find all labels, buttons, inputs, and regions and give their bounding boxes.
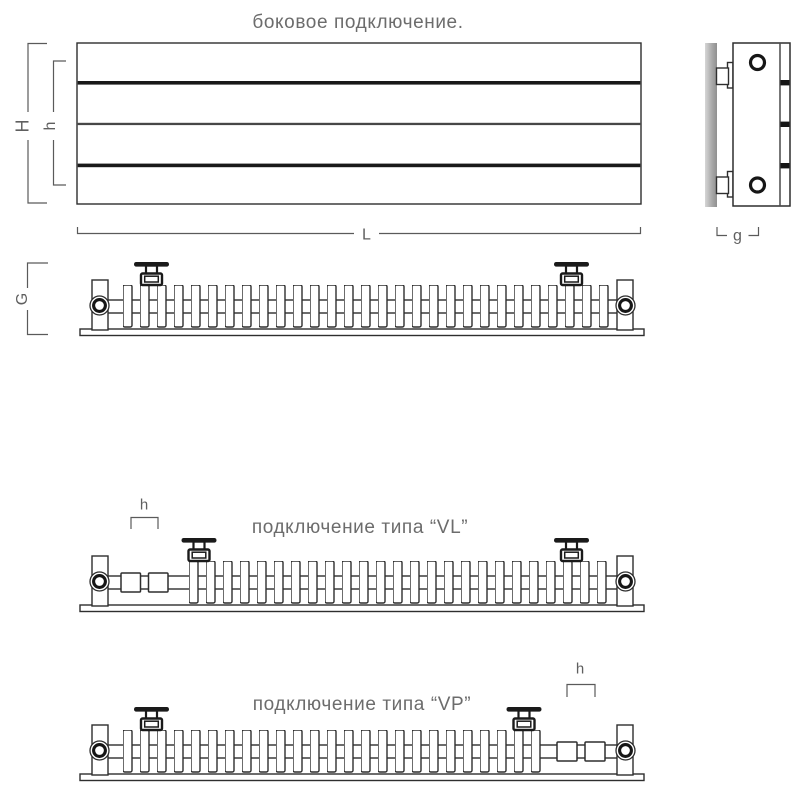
dimension-L-label: L: [362, 226, 371, 244]
dimension-g-label: g: [733, 227, 742, 245]
valve: [554, 262, 589, 285]
connection-port: [616, 296, 635, 315]
dimension-G-label: G: [14, 292, 31, 306]
page-title: боковое подключение.: [252, 12, 464, 33]
valve: [134, 707, 169, 730]
dimension-h-vp-label: h: [575, 660, 585, 678]
dimension-H-label: H: [12, 119, 33, 133]
valve: [554, 538, 589, 561]
convector-fins: [122, 284, 611, 329]
connection-port: [90, 741, 109, 760]
fitting-block: [121, 573, 141, 592]
dimension-h-label: h: [42, 121, 59, 131]
connection-port: [616, 741, 635, 760]
mount-bracket: [717, 68, 729, 85]
side-notch: [781, 122, 790, 127]
side-notch: [781, 163, 790, 168]
side-notch: [781, 80, 790, 85]
connection-port: [90, 296, 109, 315]
dimension-h-vl-label: h: [139, 496, 149, 514]
wall: [705, 43, 717, 207]
panel-gap-line: [78, 123, 641, 125]
plan-view-vp: [80, 707, 644, 781]
panel-gap-line: [78, 81, 641, 85]
base-plate: [80, 329, 644, 336]
connection-port: [751, 56, 765, 70]
convector-fins: [122, 729, 543, 774]
plan-view-side-connection: [80, 262, 644, 336]
base-plate: [80, 774, 644, 781]
dimension-L: [78, 227, 641, 244]
connection-port: [616, 572, 635, 591]
dimension-g: [717, 227, 759, 245]
plan-view-vl: [80, 538, 644, 612]
vl-title: подключение типа “VL”: [251, 517, 469, 538]
dimension-G: [14, 263, 48, 335]
front-view: [77, 43, 641, 204]
dimension-h-vl: [131, 497, 158, 530]
convector-fins: [188, 560, 609, 605]
dimension-h-vp: [567, 661, 595, 698]
valve: [507, 707, 542, 730]
mount-bracket: [717, 177, 729, 194]
vp-title: подключение типа “VP”: [252, 694, 472, 715]
connection-port: [751, 178, 765, 192]
connection-port: [90, 572, 109, 591]
fitting-block: [557, 742, 577, 761]
valve: [182, 538, 217, 561]
dimension-h: [42, 61, 66, 185]
fitting-block: [149, 573, 169, 592]
base-plate: [80, 605, 644, 612]
side-view: [705, 43, 790, 207]
fitting-block: [585, 742, 605, 761]
panel-gap-line: [78, 164, 641, 168]
valve: [134, 262, 169, 285]
